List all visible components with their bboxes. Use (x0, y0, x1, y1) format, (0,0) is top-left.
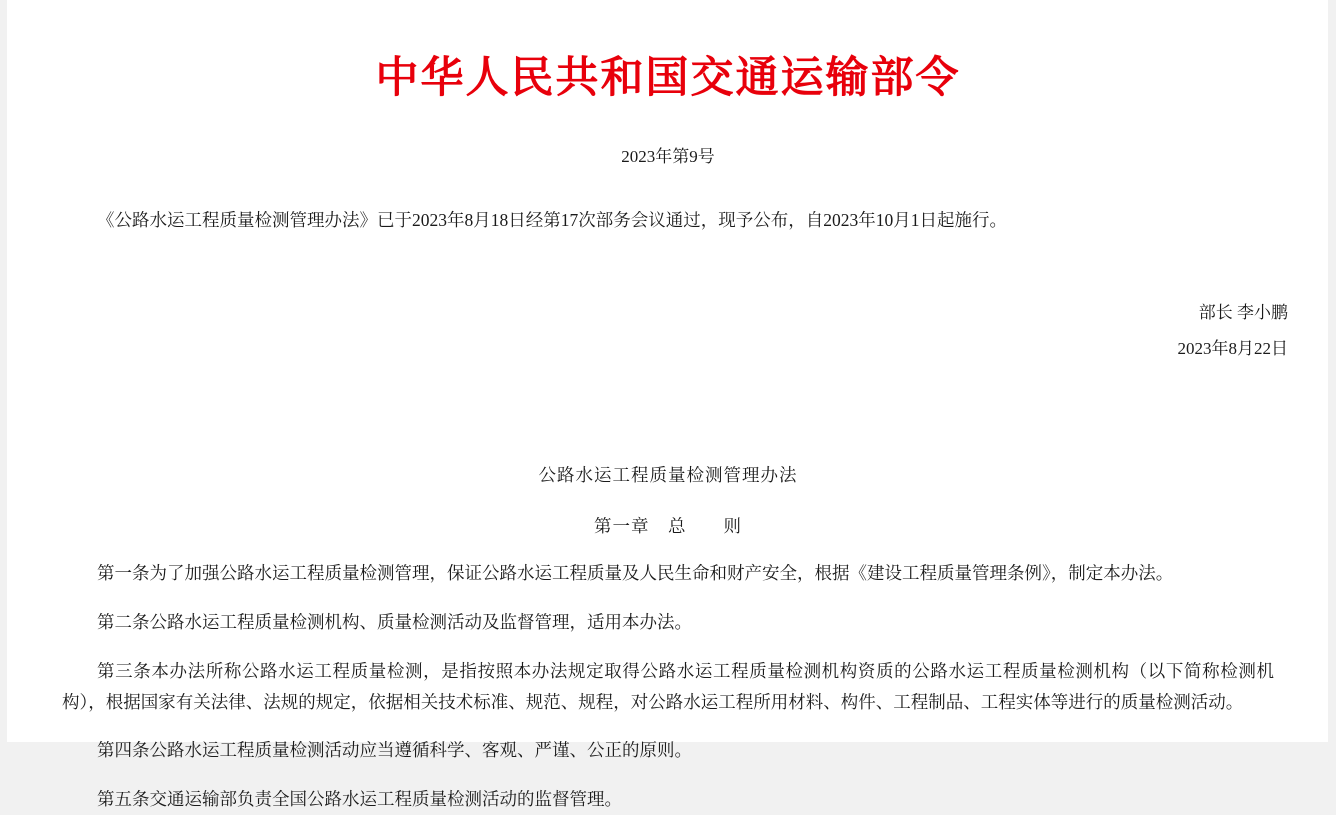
page-title: 中华人民共和国交通运输部令 (375, 55, 961, 102)
article-item: 第五条交通运输部负责全国公路水运工程质量检测活动的监督管理。 (97, 788, 622, 809)
article-item: 第四条公路水运工程质量检测活动应当遵循科学、客观、严谨、公正的原则。 (97, 740, 692, 761)
page-left-margin (0, 0, 7, 742)
signature-date: 2023年8月22日 (1177, 339, 1288, 359)
promulgation-paragraph: 《公路水运工程质量检测管理办法》已于2023年8月18日经第17次部务会议通过，现予公布，自2023年10月1日起施行。 (97, 209, 1007, 230)
article-list (24, 558, 1312, 815)
article-item: 第一条为了加强公路水运工程质量检测管理，保证公路水运工程质量及人民生命和财产安全，根据《建设工程质量管理条例》，制定本办法。 (97, 563, 1174, 584)
signature-block (24, 296, 1312, 366)
regulation-title: 公路水运工程质量检测管理办法 (538, 465, 798, 486)
article-item: 第三条本办法所称公路水运工程质量检测，是指按照本办法规定取得公路水运工程质量检测机构资质的公路水运工程质量检测机构（以下简称检测机构），根据国家有关法律、法规的规定，依据相关技术标准、规范、规程，对公路水运工程所用材料、构件、工程制品、工程实体等进行的质量检测活动。 (62, 660, 1274, 712)
document-number: 2023年第9号 (621, 146, 715, 166)
page-right-margin (1328, 0, 1336, 742)
chapter-title: 第一章 总 则 (594, 516, 742, 537)
signature-minister: 部长 李小鹏 (1198, 303, 1288, 323)
article-item: 第二条公路水运工程质量检测机构、质量检测活动及监督管理，适用本办法。 (97, 611, 692, 632)
